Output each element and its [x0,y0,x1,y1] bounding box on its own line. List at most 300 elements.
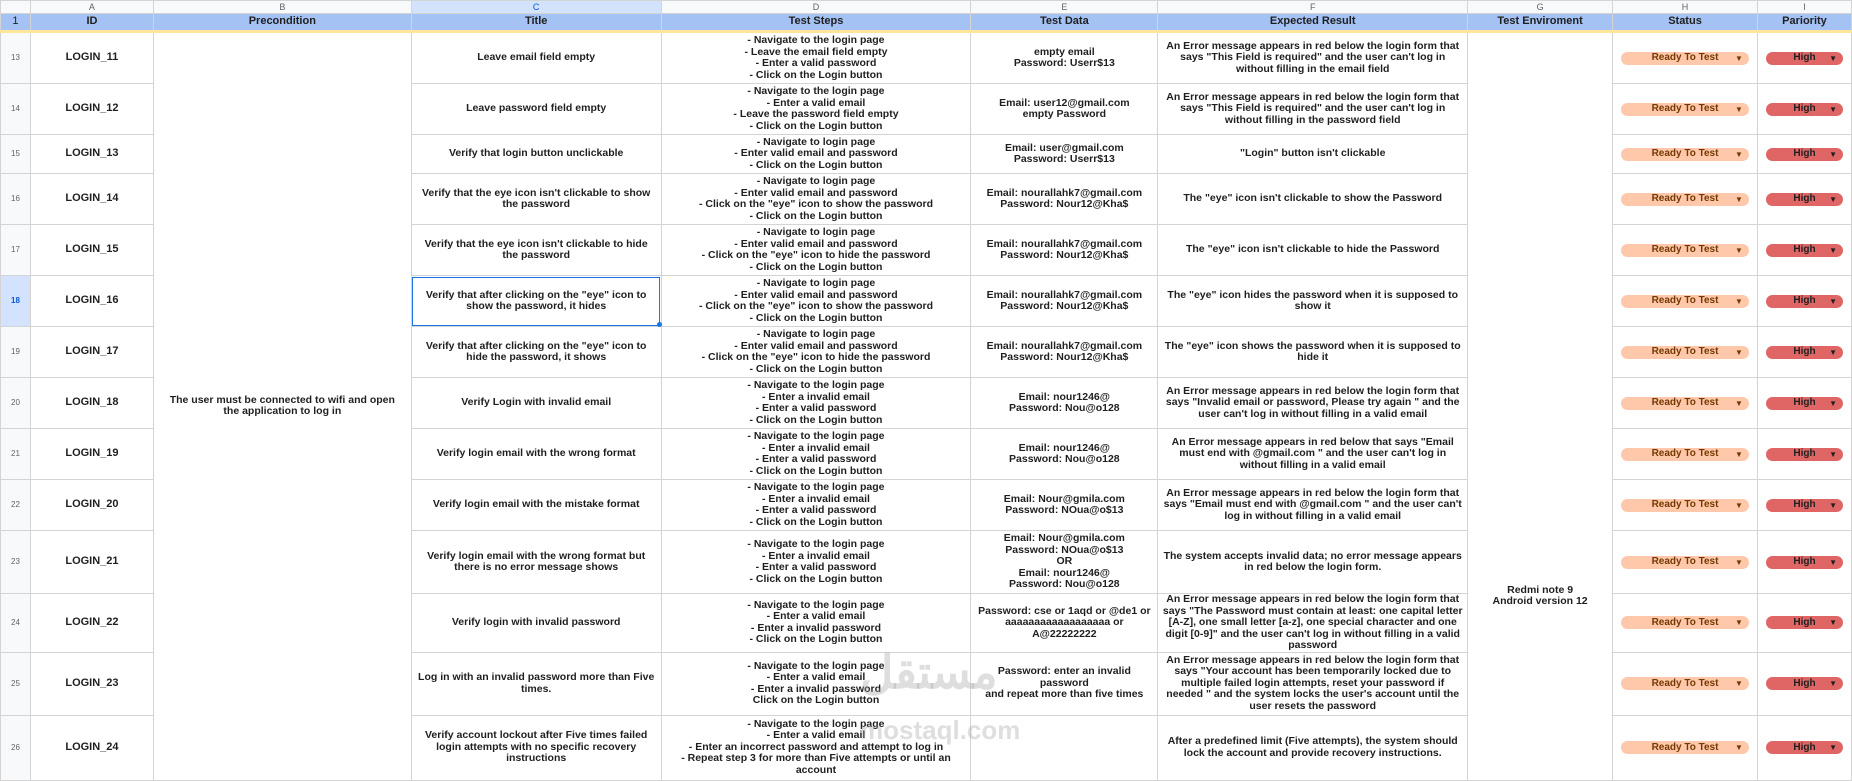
status-dropdown-label: Ready To Test [1651,346,1719,358]
dropdown-caret-icon[interactable]: ▼ [1829,500,1837,510]
cell-test-steps[interactable] [661,429,971,480]
cell-line: aaaaaaaaaaaaaaaaaa or A@22222222 [1005,616,1124,640]
cell-line: - Navigate to the login page [747,598,885,611]
cell-line: - Enter an incorrect password and attempt to log in [688,740,944,753]
cell-test-steps[interactable] [661,480,971,531]
dropdown-caret-icon[interactable]: ▼ [1829,398,1837,408]
column-letter-h[interactable]: H [1613,1,1758,14]
priority-dropdown-label: High [1793,103,1816,115]
cell-priority[interactable] [1757,84,1851,135]
cell-line: - Enter valid email and password [734,339,898,352]
priority-dropdown-label: High [1793,397,1816,409]
row-number[interactable]: 22 [1,480,31,531]
dropdown-caret-icon[interactable]: ▼ [1735,104,1743,114]
cell-line: - Navigate to the login page [747,659,885,672]
priority-dropdown[interactable] [1766,741,1843,754]
watermark-url: mostaql.com [860,715,1021,745]
cell-line: - Navigate to login page [756,328,876,340]
status-dropdown[interactable] [1621,295,1749,308]
cell-line: - Leave the email field empty [744,45,888,58]
cell-title[interactable]: Verify Login with invalid email [411,378,661,429]
table-row [1,32,1852,84]
cell-id[interactable]: LOGIN_13 [30,135,153,174]
cell-expected-result[interactable]: The system accepts invalid data; no error message appears in red below the login form. [1158,531,1468,594]
row-number[interactable]: 13 [1,32,31,84]
dropdown-caret-icon[interactable]: ▼ [1829,557,1837,567]
cell-line: - Enter a invalid email [762,492,870,505]
cell-title[interactable]: Verify that the eye icon isn't clickable to hide the password [411,225,661,276]
select-all-corner[interactable] [1,1,31,14]
cell-test-steps[interactable] [661,276,971,327]
cell-line: Password: Userr$13 [1013,153,1115,165]
priority-dropdown-label: High [1793,741,1816,753]
cell-line: - Click on the Login button [749,260,883,273]
priority-dropdown-label: High [1793,448,1816,460]
row-number[interactable]: 1 [1,14,31,32]
cell-line: Email: nourallahk7@gmail.com [986,339,1143,352]
status-dropdown-label: Ready To Test [1651,52,1719,64]
cell-environment-merged[interactable] [1468,32,1613,781]
cell-id[interactable]: LOGIN_16 [30,276,153,327]
priority-dropdown-label: High [1793,148,1816,160]
status-dropdown[interactable] [1621,52,1749,65]
cell-line: - Navigate to the login page [747,717,885,730]
cell-status[interactable] [1613,174,1758,225]
dropdown-caret-icon[interactable]: ▼ [1735,449,1743,459]
cell-title[interactable]: Verify login email with the wrong format but there is no error message shows [411,531,661,594]
cell-test-steps[interactable] [661,84,971,135]
cell-test-steps[interactable] [661,225,971,276]
cell-line: - Navigate to the login page [747,538,885,550]
cell-line: - Enter a valid email [766,610,866,623]
priority-dropdown[interactable] [1766,397,1843,410]
cell-line: Password: Nour12@Kha$ [1000,351,1129,363]
priority-dropdown-label: High [1793,244,1816,256]
status-dropdown-label: Ready To Test [1651,741,1719,753]
priority-dropdown-label: High [1793,499,1816,511]
status-dropdown-label: Ready To Test [1651,556,1719,568]
column-header-f[interactable]: Expected Result [1158,14,1468,32]
cell-line: Email: Nour@gmila.com [1003,492,1125,505]
cell-expected-result[interactable]: The "eye" icon isn't clickable to show the Password [1158,174,1468,225]
priority-dropdown-label: High [1793,193,1816,205]
cell-id[interactable]: LOGIN_21 [30,531,153,594]
status-dropdown[interactable] [1621,103,1749,116]
cell-line: - Navigate to the login page [747,430,885,442]
column-letter-a[interactable]: A [30,1,153,14]
dropdown-caret-icon[interactable]: ▼ [1735,245,1743,255]
cell-line: and repeat more than five times [985,688,1144,701]
cell-title[interactable]: Verify login email with the mistake format [411,480,661,531]
status-dropdown-label: Ready To Test [1651,499,1719,511]
cell-expected-result[interactable]: "Login" button isn't clickable [1158,135,1468,174]
cell-line: - Click on the Login button [749,464,883,477]
cell-line: Email: user12@gmail.com [999,96,1130,109]
cell-test-steps[interactable] [661,715,971,780]
cell-id[interactable]: LOGIN_11 [30,32,153,84]
row-number[interactable]: 26 [1,715,31,780]
cell-line: - Navigate to login page [756,226,876,238]
status-dropdown[interactable] [1621,556,1749,569]
cell-line: Password: Nou@o128 [1009,453,1120,465]
column-letter-c[interactable]: C [411,1,661,14]
column-header-g[interactable]: Test Enviroment [1468,14,1613,32]
cell-test-steps[interactable] [661,327,971,378]
cell-id[interactable]: LOGIN_22 [30,594,153,653]
dropdown-caret-icon[interactable]: ▼ [1735,500,1743,510]
cell-title[interactable]: Leave email field empty [411,32,661,84]
cell-line: - Enter a valid password [755,57,877,69]
dropdown-caret-icon[interactable]: ▼ [1735,296,1743,306]
header-row [1,14,1852,32]
cell-line: - Enter a valid email [766,671,866,683]
dropdown-caret-icon[interactable]: ▼ [1735,618,1743,628]
row-number[interactable]: 21 [1,429,31,480]
column-header-a[interactable]: ID [30,14,153,32]
column-letter-e[interactable]: E [971,1,1158,14]
cell-line: Password: cse or 1aqd or @de1 or [978,604,1151,617]
cell-expected-result[interactable]: An Error message appears in red below the login form that says "The Password must contain at least: one capital letter [A-Z], one small letter [a-z], one special character and one digit [0-9]" and the user can't log in without filling in a valid password [1158,594,1468,653]
dropdown-caret-icon[interactable]: ▼ [1735,398,1743,408]
status-dropdown[interactable] [1621,677,1749,690]
cell-priority[interactable] [1757,32,1851,84]
cell-line: - Repeat step 3 for more than Five attempts or until an account [681,752,951,776]
status-dropdown-label: Ready To Test [1651,677,1719,689]
cell-test-data[interactable] [971,327,1158,378]
priority-dropdown[interactable] [1766,52,1843,65]
priority-dropdown[interactable] [1766,616,1843,629]
status-dropdown-label: Ready To Test [1651,244,1719,256]
cell-priority[interactable] [1757,225,1851,276]
dropdown-caret-icon[interactable]: ▼ [1829,104,1837,114]
cell-id[interactable]: LOGIN_19 [30,429,153,480]
cell-test-data[interactable] [971,225,1158,276]
column-header-h[interactable]: Status [1613,14,1758,32]
cell-line: - Click on the Login button [749,158,883,171]
cell-line: Email: user@gmail.com [1004,141,1124,154]
cell-line: - Click on the "eye" icon to hide the password [701,351,931,363]
cell-line: Email: nour1246@ [1018,441,1111,454]
cell-expected-result[interactable]: The "eye" icon shows the password when it is supposed to hide it [1158,327,1468,378]
priority-dropdown-label: High [1793,556,1816,568]
cell-title[interactable]: Verify login with invalid password [411,594,661,653]
cell-id[interactable]: LOGIN_24 [30,715,153,780]
cell-status[interactable] [1613,327,1758,378]
cell-expected-result[interactable]: An Error message appears in red below that says "Email must end with @gmail.com " and the user can't log in without filling in a valid email [1158,429,1468,480]
row-number[interactable]: 24 [1,594,31,653]
cell-test-data[interactable] [971,276,1158,327]
cell-line: - Enter a invalid email [762,441,870,454]
row-number[interactable]: 15 [1,135,31,174]
priority-dropdown-label: High [1793,677,1816,689]
cell-title[interactable]: Verify that login button unclickable [411,135,661,174]
cell-expected-result[interactable]: An Error message appears in red below the login form that says "This Field is required" and the user can't log in without filling in the password field [1158,84,1468,135]
cell-id[interactable]: LOGIN_12 [30,84,153,135]
cell-line: - Enter a invalid password [750,621,882,634]
cell-line: - Enter a valid email [766,729,866,742]
priority-dropdown[interactable] [1766,448,1843,461]
cell-line: Password: Nour12@Kha$ [1000,249,1129,261]
row-number[interactable]: 19 [1,327,31,378]
cell-line: empty email [1033,45,1095,58]
cell-priority[interactable] [1757,652,1851,715]
priority-dropdown[interactable] [1766,193,1843,206]
cell-line: Email: Nour@gmila.com [1003,532,1125,545]
cell-expected-result[interactable]: The "eye" icon hides the password when it is supposed to show it [1158,276,1468,327]
row-number[interactable]: 20 [1,378,31,429]
status-dropdown[interactable] [1621,148,1749,161]
status-dropdown-label: Ready To Test [1651,103,1719,115]
column-letter-b[interactable]: B [153,1,411,14]
dropdown-caret-icon[interactable]: ▼ [1735,53,1743,63]
cell-id[interactable]: LOGIN_17 [30,327,153,378]
cell-line: - Navigate to login page [756,277,876,289]
cell-line: - Enter valid email and password [734,147,898,160]
cell-line: - Click on the Login button [749,311,883,324]
cell-expected-result[interactable]: The "eye" icon isn't clickable to hide the Password [1158,225,1468,276]
column-letters-row [1,1,1852,14]
dropdown-caret-icon[interactable]: ▼ [1829,618,1837,628]
precondition-text: The user must be connected to wifi and open the application to log in [169,393,395,418]
cell-expected-result[interactable]: An Error message appears in red below the login form that says "Invalid email or password, Please try again " and the user can't log in without filling in a valid email [1158,378,1468,429]
cell-priority[interactable] [1757,594,1851,653]
cell-line: - Click on the Login button [749,633,883,646]
cell-test-data[interactable] [971,480,1158,531]
cell-line: - Enter valid email and password [734,186,898,199]
status-dropdown-label: Ready To Test [1651,193,1719,205]
row-number[interactable]: 23 [1,531,31,594]
cell-line: - Click on the "eye" icon to hide the password [701,249,931,261]
column-header-c[interactable]: Title [411,14,661,32]
cell-line: Password: Nour12@Kha$ [1000,300,1129,312]
cell-test-data[interactable] [971,429,1158,480]
dropdown-caret-icon[interactable]: ▼ [1829,245,1837,255]
priority-dropdown-label: High [1793,346,1816,358]
cell-line: - Enter valid email and password [734,237,898,250]
row-number[interactable]: 25 [1,652,31,715]
cell-test-steps[interactable] [661,378,971,429]
priority-dropdown[interactable] [1766,556,1843,569]
cell-line: - Enter a valid password [755,504,877,516]
cell-line: - Click on the Login button [749,572,883,585]
status-dropdown-label: Ready To Test [1651,148,1719,160]
cell-line: - Click on the Login button [749,515,883,528]
column-header-e[interactable]: Test Data [971,14,1158,32]
status-dropdown-label: Ready To Test [1651,295,1719,307]
row-number[interactable]: 18 [1,276,31,327]
dropdown-caret-icon[interactable]: ▼ [1829,679,1837,688]
cell-id[interactable]: LOGIN_20 [30,480,153,531]
cell-title[interactable]: Verify login email with the wrong format [411,429,661,480]
cell-status[interactable] [1613,84,1758,135]
cell-line: - Enter valid email and password [734,288,898,301]
cell-priority[interactable] [1757,531,1851,594]
cell-title[interactable]: Verify that the eye icon isn't clickable to show the password [411,174,661,225]
cell-title[interactable]: Verify account lockout after Five times failed login attempts with no specific recovery instructions [411,715,661,780]
cell-expected-result[interactable]: An Error message appears in red below the login form that says "This Field is required" and the user can't log in without filling in the email field [1158,32,1468,84]
cell-line: - Navigate to the login page [747,34,885,46]
cell-priority[interactable] [1757,378,1851,429]
cell-test-data[interactable] [971,84,1158,135]
cell-line: - Click on the Login button [749,119,883,132]
status-dropdown[interactable] [1621,448,1749,461]
row-number[interactable]: 16 [1,174,31,225]
dropdown-caret-icon[interactable]: ▼ [1735,679,1743,688]
cell-line: - Click on the "eye" icon to show the password [698,300,933,312]
cell-line: Email: nourallahk7@gmail.com [986,288,1143,301]
dropdown-caret-icon[interactable]: ▼ [1735,194,1743,204]
status-dropdown[interactable] [1621,244,1749,257]
status-dropdown-label: Ready To Test [1651,617,1719,628]
cell-line: Click on the Login button [752,694,880,706]
cell-test-data[interactable] [971,174,1158,225]
cell-test-steps[interactable] [661,652,971,715]
priority-dropdown[interactable] [1766,148,1843,161]
dropdown-caret-icon[interactable]: ▼ [1829,53,1837,63]
cell-line: Email: nourallahk7@gmail.com [986,186,1143,199]
cell-priority[interactable] [1757,480,1851,531]
priority-dropdown[interactable] [1766,244,1843,257]
status-dropdown[interactable] [1621,741,1749,754]
cell-test-steps[interactable] [661,32,971,84]
cell-title[interactable]: Log in with an invalid password more than Five times. [411,652,661,715]
priority-dropdown-label: High [1793,52,1816,64]
cell-test-data[interactable] [971,715,1158,780]
cell-status[interactable] [1613,594,1758,653]
cell-id[interactable]: LOGIN_18 [30,378,153,429]
cell-test-data[interactable] [971,531,1158,594]
cell-test-data[interactable] [971,135,1158,174]
status-dropdown-label: Ready To Test [1651,448,1719,460]
cell-line: - Navigate to login page [756,175,876,187]
cell-test-steps[interactable] [661,594,971,653]
status-dropdown[interactable] [1621,193,1749,206]
cell-line: - Navigate to the login page [747,85,885,97]
priority-dropdown-label: High [1793,295,1816,307]
cell-line: - Click on the Login button [749,362,883,375]
cell-test-steps[interactable] [661,135,971,174]
cell-line: Password: Nou@o128 [1009,402,1120,414]
priority-dropdown-label: High [1793,617,1816,628]
cell-test-steps[interactable] [661,531,971,594]
cell-priority[interactable] [1757,174,1851,225]
cell-line: Email: nour1246@ [1018,566,1111,579]
priority-dropdown[interactable] [1766,103,1843,116]
cell-title[interactable]: Leave password field empty [411,84,661,135]
cell-priority[interactable] [1757,429,1851,480]
priority-dropdown[interactable] [1766,677,1843,690]
cell-status[interactable] [1613,225,1758,276]
dropdown-caret-icon[interactable]: ▼ [1829,194,1837,204]
cell-line: - Enter a invalid email [762,390,870,403]
cell-expected-result[interactable]: After a predefined limit (Five attempts), the system should lock the account and provide recovery instructions. [1158,715,1468,780]
cell-id[interactable]: LOGIN_23 [30,652,153,715]
dropdown-caret-icon[interactable]: ▼ [1829,149,1837,159]
cell-line: - Navigate to the login page [747,481,885,493]
column-header-b[interactable]: Precondition [153,14,411,32]
cell-line: - Click on the "eye" icon to show the password [698,198,933,210]
cell-status[interactable] [1613,531,1758,594]
priority-dropdown[interactable] [1766,346,1843,359]
status-dropdown[interactable] [1621,616,1749,629]
cell-title[interactable]: Verify that after clicking on the "eye" icon to show the password, it hides [411,276,661,327]
cell-id[interactable]: LOGIN_14 [30,174,153,225]
cell-line: Password: NOua@o$13 [1005,543,1124,556]
cell-id[interactable]: LOGIN_15 [30,225,153,276]
cell-line: empty Password [1022,108,1107,120]
priority-dropdown[interactable] [1766,295,1843,308]
cell-line: Email: nourallahk7@gmail.com [986,237,1143,250]
dropdown-caret-icon[interactable]: ▼ [1829,743,1837,752]
cell-title[interactable]: Verify that after clicking on the "eye" icon to hide the password, it shows [411,327,661,378]
cell-status[interactable] [1613,480,1758,531]
cell-line: OR [1056,555,1073,568]
dropdown-caret-icon[interactable]: ▼ [1735,347,1743,357]
column-header-i[interactable]: Pariority [1757,14,1851,32]
cell-status[interactable] [1613,715,1758,780]
cell-status[interactable] [1613,652,1758,715]
cell-status[interactable] [1613,135,1758,174]
cell-line: - Enter a invalid email [762,549,870,562]
cell-line: - Enter a valid password [755,402,877,414]
cell-test-steps[interactable] [661,174,971,225]
status-dropdown[interactable] [1621,397,1749,410]
dropdown-caret-icon[interactable]: ▼ [1829,347,1837,357]
cell-expected-result[interactable]: An Error message appears in red below the login form that says "Your account has been temporarily locked due to multiple failed login attempts, reset your password if needed " and the system locks the user's account until the user resets the password [1158,652,1468,715]
status-dropdown-label: Ready To Test [1651,397,1719,409]
priority-dropdown[interactable] [1766,499,1843,512]
column-header-d[interactable]: Test Steps [661,14,971,32]
cell-precondition-merged[interactable] [153,32,411,781]
column-letter-i[interactable]: I [1757,1,1851,14]
cell-priority[interactable] [1757,135,1851,174]
dropdown-caret-icon[interactable]: ▼ [1829,449,1837,459]
cell-expected-result[interactable]: An Error message appears in red below the login form that says "Email must end with @gmail.com " and the user can't log in without filling in a valid email [1158,480,1468,531]
cell-test-data[interactable] [971,594,1158,653]
dropdown-caret-icon[interactable]: ▼ [1735,557,1743,567]
cell-line: Password: Userr$13 [1013,57,1115,69]
cell-line: - Click on the Login button [749,209,883,222]
cell-priority[interactable] [1757,327,1851,378]
cell-test-data[interactable] [971,378,1158,429]
dropdown-caret-icon[interactable]: ▼ [1829,296,1837,306]
cell-line: Password: Nou@o128 [1009,578,1120,591]
status-dropdown[interactable] [1621,346,1749,359]
cell-status[interactable] [1613,429,1758,480]
cell-line: Password: Nour12@Kha$ [1000,198,1129,210]
column-letter-f[interactable]: F [1158,1,1468,14]
cell-line: - Enter a valid password [755,453,877,465]
fill-handle[interactable] [657,322,662,327]
column-letter-d[interactable]: D [661,1,971,14]
dropdown-caret-icon[interactable]: ▼ [1735,149,1743,159]
cell-test-data[interactable] [971,652,1158,715]
cell-priority[interactable] [1757,715,1851,780]
status-dropdown[interactable] [1621,499,1749,512]
row-number[interactable]: 14 [1,84,31,135]
cell-line: - Enter a valid password [755,561,877,573]
cell-status[interactable] [1613,32,1758,84]
column-letter-g[interactable]: G [1468,1,1613,14]
cell-test-data[interactable] [971,32,1158,84]
cell-priority[interactable] [1757,276,1851,327]
cell-line: - Click on the Login button [749,413,883,426]
row-number[interactable]: 17 [1,225,31,276]
cell-status[interactable] [1613,378,1758,429]
dropdown-caret-icon[interactable]: ▼ [1735,743,1743,752]
cell-status[interactable] [1613,276,1758,327]
cell-line: Password: NOua@o$13 [1005,504,1124,516]
